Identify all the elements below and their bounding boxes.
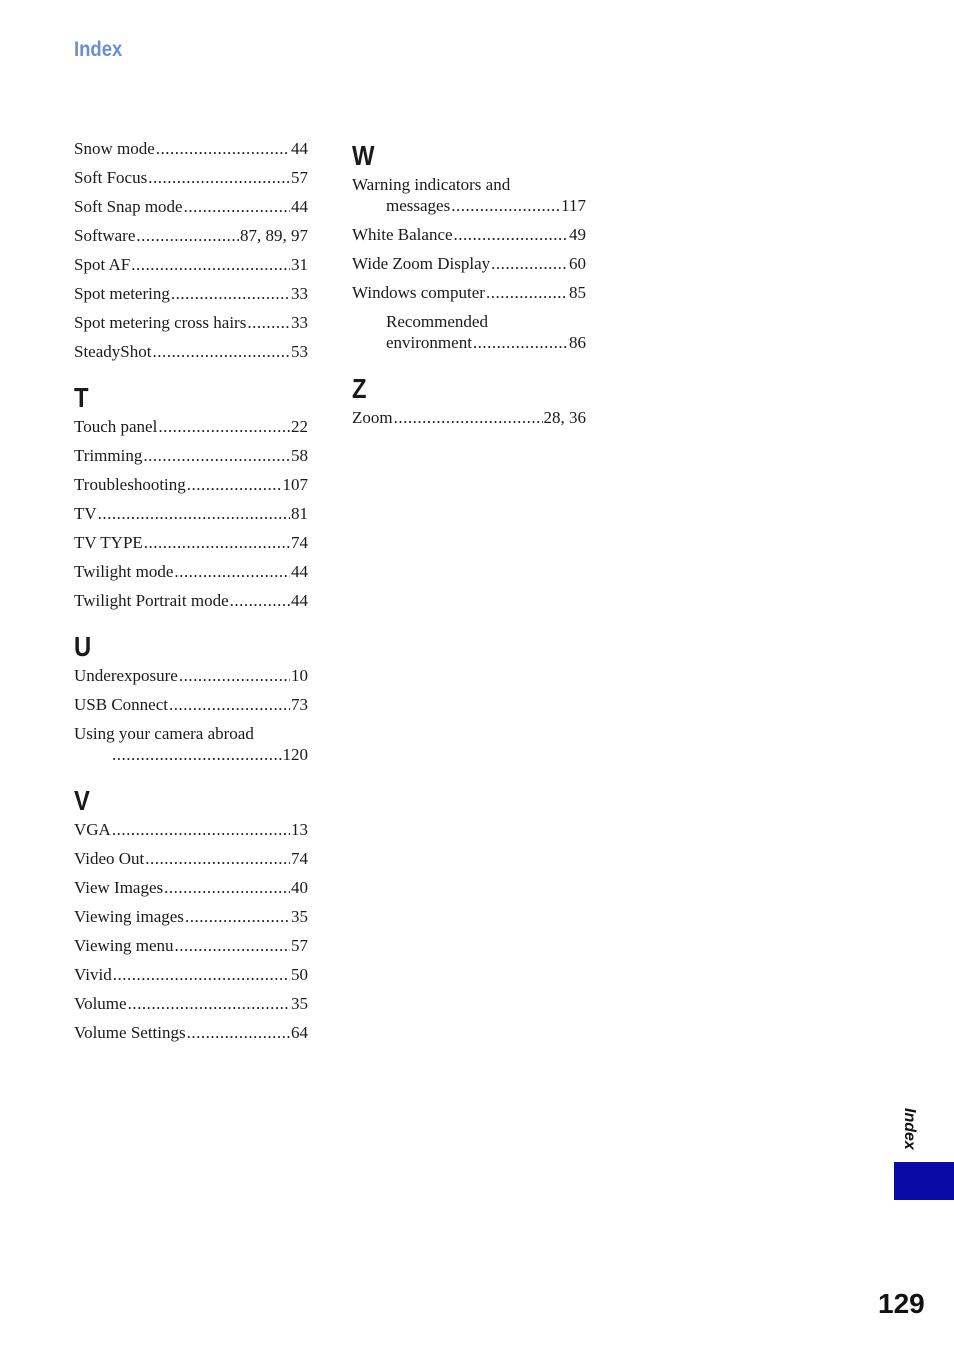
index-term: Soft Focus bbox=[74, 168, 148, 187]
index-column-left bbox=[74, 138, 308, 1061]
index-entry bbox=[74, 167, 308, 188]
index-term: Underexposure bbox=[74, 666, 178, 685]
leader-dots bbox=[394, 407, 543, 428]
index-term: Volume bbox=[74, 994, 127, 1013]
index-term: Zoom bbox=[352, 408, 393, 427]
leader-dots bbox=[131, 254, 290, 275]
index-section-t bbox=[74, 380, 308, 611]
index-subentry-multiline bbox=[352, 311, 586, 353]
index-entry bbox=[74, 877, 308, 898]
index-page-ref: 44 bbox=[291, 562, 308, 581]
index-page-ref: 35 bbox=[291, 907, 308, 926]
index-term: Using your camera abroad bbox=[74, 724, 254, 743]
index-entry bbox=[74, 225, 308, 246]
index-page-ref: 74 bbox=[291, 533, 308, 552]
index-entry bbox=[352, 253, 586, 274]
index-entry bbox=[74, 561, 308, 582]
leader-dots bbox=[143, 445, 290, 466]
leader-dots bbox=[179, 665, 290, 686]
index-term: Vivid bbox=[74, 965, 112, 984]
index-page-ref: 58 bbox=[291, 446, 308, 465]
index-term: Twilight mode bbox=[74, 562, 174, 581]
index-page-ref: 87, 89, 97 bbox=[240, 226, 308, 245]
index-term: Twilight Portrait mode bbox=[74, 591, 229, 610]
index-entry bbox=[352, 224, 586, 245]
index-page-ref: 50 bbox=[291, 965, 308, 984]
index-term: Troubleshooting bbox=[74, 475, 186, 494]
index-page-ref: 85 bbox=[569, 283, 586, 302]
side-tab-label: Index bbox=[901, 1108, 918, 1150]
index-term: messages bbox=[386, 196, 451, 215]
index-term: Spot metering cross hairs bbox=[74, 313, 247, 332]
page-number: 129 bbox=[878, 1288, 925, 1319]
section-letter: Z bbox=[352, 373, 367, 404]
index-term: Snow mode bbox=[74, 139, 155, 158]
side-tab-marker bbox=[894, 1162, 954, 1200]
leader-dots bbox=[112, 744, 282, 765]
index-page-ref: 44 bbox=[291, 139, 308, 158]
index-page-ref: 44 bbox=[291, 197, 308, 216]
leader-dots bbox=[156, 138, 290, 159]
index-term: Video Out bbox=[74, 849, 145, 868]
index-term: Spot metering bbox=[74, 284, 170, 303]
index-entry bbox=[74, 283, 308, 304]
index-term: Windows computer bbox=[352, 283, 485, 302]
index-term: Recommended bbox=[386, 312, 488, 331]
index-entry bbox=[74, 254, 308, 275]
index-entry bbox=[74, 964, 308, 985]
index-page-ref: 64 bbox=[291, 1023, 308, 1042]
index-term: Touch panel bbox=[74, 417, 158, 436]
index-entry bbox=[74, 694, 308, 715]
index-column-right bbox=[352, 138, 586, 446]
index-term: Viewing menu bbox=[74, 936, 174, 955]
leader-dots bbox=[171, 283, 290, 304]
index-term: environment bbox=[386, 333, 472, 352]
index-entry bbox=[74, 138, 308, 159]
leader-dots bbox=[148, 167, 290, 188]
index-page-ref: 40 bbox=[291, 878, 308, 897]
index-entry bbox=[74, 312, 308, 333]
index-page-ref: 120 bbox=[282, 745, 308, 764]
index-page-ref: 10 bbox=[291, 666, 308, 685]
index-term: White Balance bbox=[352, 225, 453, 244]
leader-dots bbox=[491, 253, 568, 274]
index-section-v bbox=[74, 783, 308, 1043]
index-section-s bbox=[74, 138, 308, 362]
section-letter: U bbox=[74, 631, 92, 662]
index-term: TV TYPE bbox=[74, 533, 143, 552]
leader-dots bbox=[136, 225, 239, 246]
index-term: Software bbox=[74, 226, 136, 245]
index-term: Volume Settings bbox=[74, 1023, 186, 1042]
index-entry-continuation bbox=[386, 332, 586, 353]
index-section-w bbox=[352, 138, 586, 353]
index-page-ref: 28, 36 bbox=[543, 408, 586, 427]
leader-dots bbox=[113, 964, 290, 985]
index-term: Soft Snap mode bbox=[74, 197, 183, 216]
section-letter: V bbox=[74, 785, 90, 816]
leader-dots bbox=[169, 694, 290, 715]
index-entry-multiline bbox=[352, 174, 586, 216]
index-page-ref: 60 bbox=[569, 254, 586, 273]
index-entry-multiline bbox=[74, 723, 308, 765]
leader-dots bbox=[112, 819, 290, 840]
leader-dots bbox=[454, 224, 568, 245]
index-entry bbox=[74, 474, 308, 495]
index-entry bbox=[74, 590, 308, 611]
leader-dots bbox=[158, 416, 290, 437]
leader-dots bbox=[164, 877, 290, 898]
leader-dots bbox=[473, 332, 568, 353]
index-entry bbox=[74, 341, 308, 362]
index-section-z bbox=[352, 371, 586, 428]
index-entry bbox=[74, 906, 308, 927]
index-term: SteadyShot bbox=[74, 342, 152, 361]
leader-dots bbox=[145, 848, 290, 869]
index-page-ref: 117 bbox=[561, 196, 586, 215]
leader-dots bbox=[451, 195, 560, 216]
index-entry-continuation bbox=[352, 195, 586, 216]
index-page-ref: 107 bbox=[282, 475, 308, 494]
index-page-ref: 33 bbox=[291, 313, 308, 332]
index-entry-continuation bbox=[74, 744, 308, 765]
leader-dots bbox=[185, 906, 290, 927]
leader-dots bbox=[144, 532, 290, 553]
index-page-ref: 35 bbox=[291, 994, 308, 1013]
index-term: Viewing images bbox=[74, 907, 184, 926]
index-section-u bbox=[74, 629, 308, 765]
index-entry bbox=[74, 848, 308, 869]
index-term: Wide Zoom Display bbox=[352, 254, 491, 273]
index-term: Spot AF bbox=[74, 255, 131, 274]
index-entry bbox=[74, 445, 308, 466]
index-page-ref: 81 bbox=[291, 504, 308, 523]
section-letter: T bbox=[74, 382, 89, 413]
index-page-ref: 33 bbox=[291, 284, 308, 303]
index-page-ref: 31 bbox=[291, 255, 308, 274]
index-entry bbox=[352, 282, 586, 303]
index-entry bbox=[74, 503, 308, 524]
index-term: USB Connect bbox=[74, 695, 168, 714]
leader-dots bbox=[175, 935, 290, 956]
leader-dots bbox=[174, 561, 290, 582]
index-entry bbox=[74, 935, 308, 956]
page-header-title: Index bbox=[74, 38, 123, 61]
leader-dots bbox=[98, 503, 290, 524]
index-term: View Images bbox=[74, 878, 164, 897]
leader-dots bbox=[128, 993, 290, 1014]
index-entry bbox=[74, 993, 308, 1014]
index-entry bbox=[74, 416, 308, 437]
index-entry bbox=[74, 532, 308, 553]
index-term: VGA bbox=[74, 820, 111, 839]
index-page-ref: 13 bbox=[291, 820, 308, 839]
index-term: Warning indicators and bbox=[352, 175, 511, 194]
index-page-ref: 57 bbox=[291, 168, 308, 187]
index-page-ref: 49 bbox=[569, 225, 586, 244]
index-entry bbox=[74, 665, 308, 686]
index-page-ref: 86 bbox=[569, 333, 586, 352]
index-page-ref: 22 bbox=[291, 417, 308, 436]
leader-dots bbox=[152, 341, 290, 362]
leader-dots bbox=[247, 312, 290, 333]
leader-dots bbox=[230, 590, 290, 611]
index-page-ref: 74 bbox=[291, 849, 308, 868]
leader-dots bbox=[187, 1022, 290, 1043]
index-entry bbox=[74, 196, 308, 217]
index-entry bbox=[74, 819, 308, 840]
index-page-ref: 73 bbox=[291, 695, 308, 714]
leader-dots bbox=[187, 474, 282, 495]
index-page-ref: 44 bbox=[291, 591, 308, 610]
leader-dots bbox=[184, 196, 290, 217]
leader-dots bbox=[486, 282, 568, 303]
section-letter: W bbox=[352, 140, 375, 171]
index-page-ref: 57 bbox=[291, 936, 308, 955]
index-entry bbox=[74, 1022, 308, 1043]
index-page-ref: 53 bbox=[291, 342, 308, 361]
index-entry bbox=[352, 407, 586, 428]
index-term: Trimming bbox=[74, 446, 143, 465]
index-term: TV bbox=[74, 504, 97, 523]
